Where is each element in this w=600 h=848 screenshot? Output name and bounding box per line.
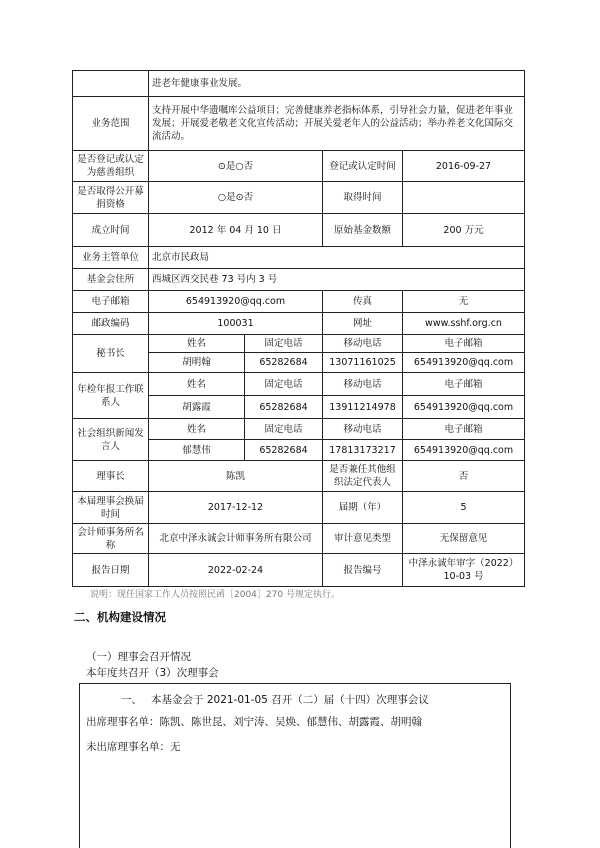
accounting-label: 会计师事务所名称 [73,524,149,554]
meeting-title-line [121,692,429,707]
email-label: 电子邮箱 [73,291,149,313]
absent-directors: 未出席理事名单：无 [86,741,181,753]
header-phone: 固定电话 [245,419,323,440]
founded-value: 2012 年 04 月 10 日 [149,214,323,247]
subsection-1-title: （一）理事会召开情况 [86,651,191,663]
supervisor-label: 业务主管单位 [73,247,149,269]
reg-time-value: 2016-09-27 [403,151,525,182]
spokesperson-label: 社会组织新闻发言人 [73,419,149,461]
obtain-time-value [403,182,525,214]
legal-rep-value: 否 [403,461,525,492]
fax-label: 传真 [323,291,403,313]
orig-fund-label: 原始基金数额 [323,214,403,247]
business-scope-value: 支持开展中华遗嘱库公益项目；完善健康养老指标体系，引导社会力量，促进老年事业发展；开展爱老敬老文化宣传活动；开展关爱老年人的公益活动；举办养老文化国际交流活动。 [149,97,525,151]
chairman-label: 理事长 [73,461,149,492]
annual-contact-phone: 65282684 [245,396,323,419]
obtain-time-label: 取得时间 [323,182,403,214]
secretary-label: 秘书长 [73,335,149,373]
header-mobile: 移动电话 [323,373,403,396]
header-name: 姓名 [149,335,245,353]
secretary-phone: 65282684 [245,353,323,373]
orig-fund-value: 200 万元 [403,214,525,247]
header-phone: 固定电话 [245,335,323,353]
header-phone: 固定电话 [245,373,323,396]
info-table [72,70,525,587]
charity-label: 是否登记或认定为慈善组织 [73,151,149,182]
founded-label: 成立时间 [73,214,149,247]
spokesperson-phone: 65282684 [245,440,323,461]
postcode-label: 邮政编码 [73,313,149,335]
spokesperson-name: 郁慧伟 [149,440,245,461]
label-cell-empty [73,71,149,97]
audit-value: 无保留意见 [403,524,525,554]
header-name: 姓名 [149,373,245,396]
annual-contact-mobile: 13911214978 [323,396,403,419]
spokesperson-mobile: 17813173217 [323,440,403,461]
term-years-value: 5 [403,492,525,524]
public-fundraising-value: ○是⊙否 [149,182,323,214]
fax-value: 无 [403,291,525,313]
report-date-value: 2022-02-24 [149,554,323,587]
charity-value: ⊙是○否 [149,151,323,182]
annual-contact-label: 年检年报工作联系人 [73,373,149,419]
annual-contact-name: 胡露霞 [149,396,245,419]
present-directors: 出席理事名单：陈凯、陈世昆、刘宁涛、吴焕、郁慧伟、胡露霞、胡明翰 [86,716,422,728]
annual-contact-email: 654913920@qq.com [403,396,525,419]
secretary-name: 胡明翰 [149,353,245,373]
meeting-title: 本基金会于 2021-01-05 召开（二）届（十四）次理事会议 [151,694,429,706]
report-no-value: 中泽永诚年审字（2022）10-03 号 [403,554,525,587]
meeting-box [79,683,511,848]
purpose-tail: 进老年健康事业发展。 [149,71,525,97]
table-note: 说明：现任国家工作人员按照民函［2004］270 号规定执行。 [90,590,340,600]
secretary-email: 654913920@qq.com [403,353,525,373]
address-label: 基金会住所 [73,269,149,291]
header-email: 电子邮箱 [403,335,525,353]
term-years-label: 届期（年） [323,492,403,524]
email-value: 654913920@qq.com [149,291,323,313]
meeting-index: 一、 [121,694,142,706]
header-email: 电子邮箱 [403,373,525,396]
legal-rep-label: 是否兼任其他组织法定代表人 [323,461,403,492]
report-date-label: 报告日期 [73,554,149,587]
term-date-label: 本届理事会换届时间 [73,492,149,524]
postcode-value: 100031 [149,313,323,335]
website-label: 网址 [323,313,403,335]
section-2-title: 二、机构建设情况 [74,610,166,624]
secretary-mobile: 13071161025 [323,353,403,373]
chairman-value: 陈凯 [149,461,323,492]
accounting-value: 北京中泽永诚会计师事务所有限公司 [149,524,323,554]
report-no-label: 报告编号 [323,554,403,587]
address-value: 西城区西交民巷 73 号内 3 号 [149,269,525,291]
spokesperson-email: 654913920@qq.com [403,440,525,461]
supervisor-value: 北京市民政局 [149,247,525,269]
term-date-value: 2017-12-12 [149,492,323,524]
header-email: 电子邮箱 [403,419,525,440]
header-mobile: 移动电话 [323,419,403,440]
meeting-count: 本年度共召开（3）次理事会 [86,667,219,679]
website-value: www.sshf.org.cn [403,313,525,335]
header-name: 姓名 [149,419,245,440]
business-scope-label: 业务范围 [73,97,149,151]
header-mobile: 移动电话 [323,335,403,353]
audit-label: 审计意见类型 [323,524,403,554]
reg-time-label: 登记或认定时间 [323,151,403,182]
public-fundraising-label: 是否取得公开募捐资格 [73,182,149,214]
